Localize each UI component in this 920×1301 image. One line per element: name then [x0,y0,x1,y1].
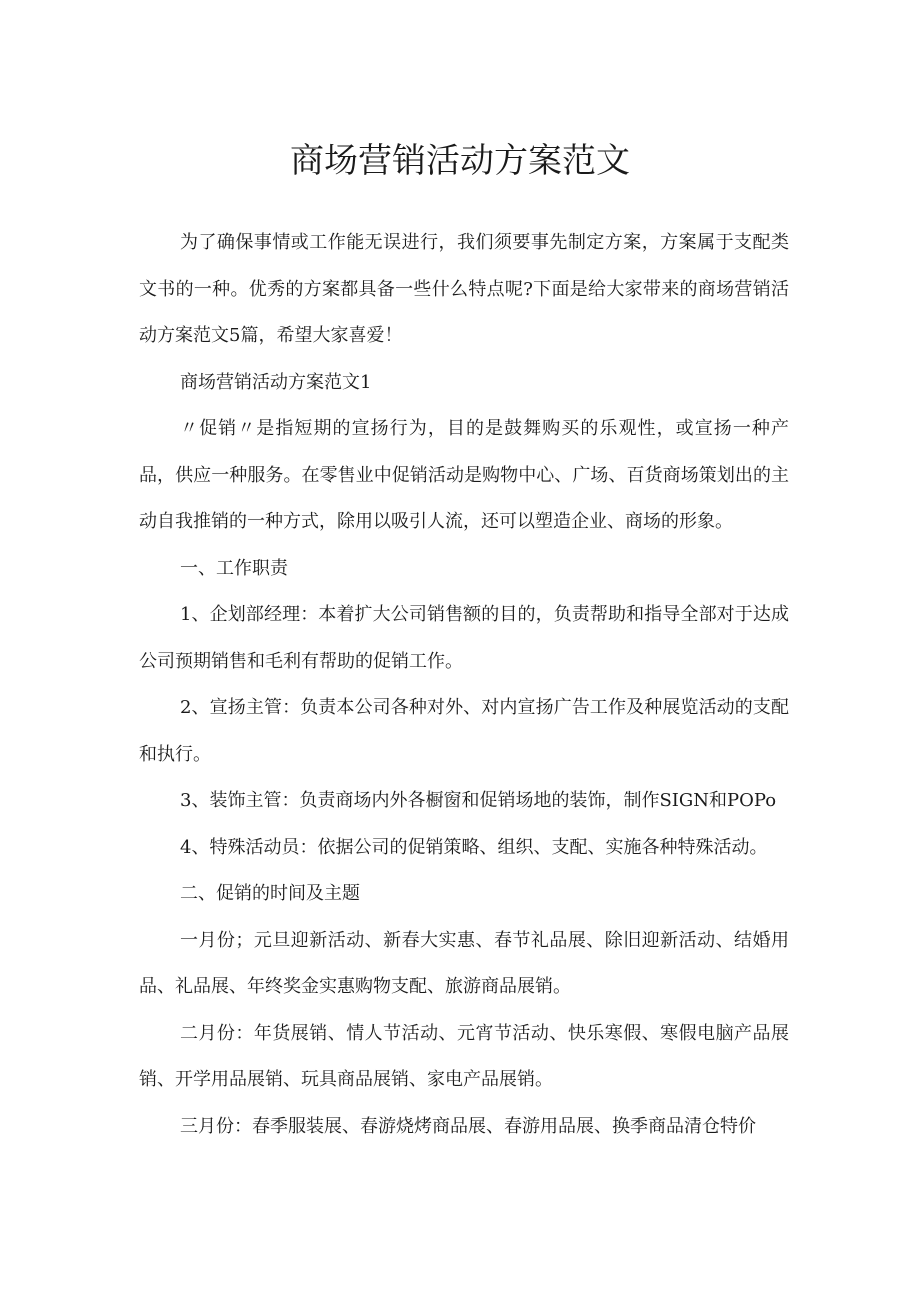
document-title: 商场营销活动方案范文 [290,141,630,181]
month-january-paragraph: 一月份；元旦迎新活动、新春大实惠、春节礼品展、除旧迎新活动、结婚用品、礼品展、年终奖金实惠购物支配、旅游商品展销。 [139,929,789,997]
month-february-paragraph: 二月份：年货展销、情人节活动、元宵节活动、快乐寒假、寒假电脑产品展销、开学用品展销、玩具商品展销、家电产品展销。 [139,1022,789,1090]
responsibility-item-1: 1、企划部经理：本着扩大公司销售额的目的，负责帮助和指导全部对于达成公司预期销售和毛利有帮助的促销工作。 [139,604,789,672]
responsibility-item-4: 4、特殊活动员：依据公司的促销策略、组织、支配、实施各种特殊活动。 [180,836,768,858]
section-heading-responsibilities: 一、工作职责 [180,557,288,579]
month-march-paragraph: 三月份：春季服装展、春游烧烤商品展、春游用品展、换季商品清仓特价 [180,1115,756,1137]
responsibility-item-2: 2、宣扬主管：负责本公司各种对外、对内宣扬广告工作及种展览活动的支配和执行。 [139,697,789,765]
section-heading-example-1: 商场营销活动方案范文1 [180,371,372,393]
promotion-definition-paragraph: 〃促销〃是指短期的宣扬行为，目的是鼓舞购买的乐观性，或宣扬一种产品，供应一种服务。在零售业中促销活动是购物中心、广场、百货商场策划出的主动自我推销的一种方式，除用以吸引人流，还可以塑造企业、商场的形象。 [139,418,789,532]
document-body [139,220,789,1150]
section-heading-time-theme: 二、促销的时间及主题 [180,883,360,904]
responsibility-item-3: 3、装饰主管：负责商场内外各橱窗和促销场地的装饰，制作SIGN和POPo [180,790,777,811]
intro-paragraph: 为了确保事情或工作能无误进行，我们须要事先制定方案，方案属于支配类文书的一种。优秀的方案都具备一些什么特点呢?下面是给大家带来的商场营销活动方案范文5篇，希望大家喜爱！ [139,232,789,346]
